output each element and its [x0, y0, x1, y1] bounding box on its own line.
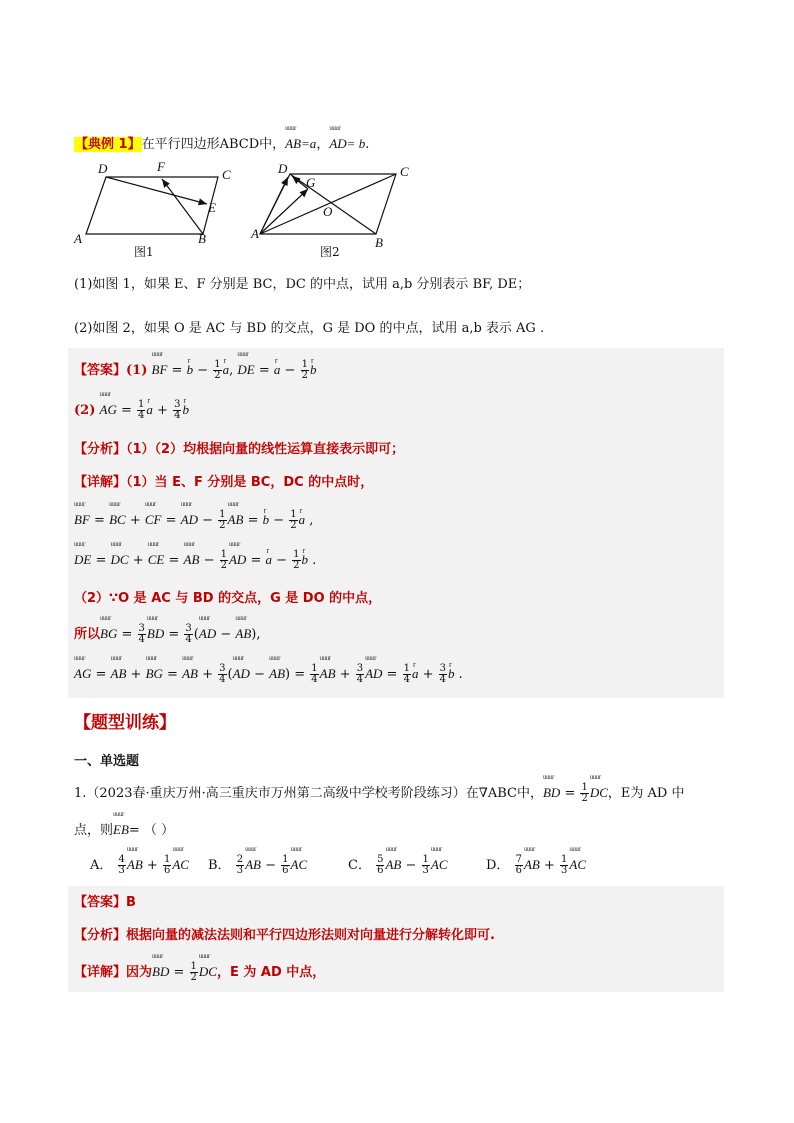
eq-b: = b	[346, 136, 366, 151]
diagonal-bd	[290, 174, 376, 234]
option-c-label: C．	[348, 858, 371, 873]
option-b-label: B．	[208, 858, 231, 873]
period: .	[365, 137, 370, 152]
analysis-2-text: 根据向量的减法法则和平行四边形法则对向量进行分解转化即可.	[126, 928, 495, 943]
part-2-marker: (2)	[74, 403, 96, 418]
answer-1-line1: 【答案】(1) uuur BF = r b − $\frac{1}{2}$ r a, uuur DE = r a − $\frac{1}{2}$ r b	[74, 360, 316, 381]
vector-de	[106, 177, 207, 204]
analysis-text: （1）（2）均根据向量的线性运算直接表示即可；	[126, 442, 405, 457]
problem-stem-c: 点，则	[74, 823, 114, 838]
label-d: D	[98, 161, 108, 176]
detail-text-1: （1）当 E、F 分别是 BC，DC 的中点时，	[126, 475, 374, 490]
answer-label: 【答案】	[74, 363, 127, 378]
label-a: A	[251, 226, 259, 241]
problem-stem-d: = （ ）	[128, 823, 175, 838]
problem-stem-b: ，E为 AD 中	[607, 786, 685, 801]
option-b[interactable]: B． $\frac{2}{3}$ uuur AB − $\frac{1}{6}$ uuur AC	[208, 855, 307, 876]
detail-1-eq3: 所以uuur BG = $\frac{3}{4}$ uuur BD = $\frac{3}{4}$ (uuur AD − uuur AB),	[74, 624, 261, 645]
label-e: E	[208, 200, 216, 215]
option-a[interactable]: A． $\frac{4}{3}$ uuur AB + $\frac{1}{6}$ uuur AC	[90, 855, 189, 876]
detail-1-eq4: uuur AG = uuur AB + uuur BG = uuur AB + $\frac{3}{4}$ (uuur AD − uuur AB) = $\frac{1}{4}$ uuur AB + $\frac{3}{4}$ uuur AD = $\frac{1}{4}$ r a + $\frac{3}{4}$ r b .	[74, 664, 463, 685]
question-2: (2)如图 2，如果 O 是 AC 与 BD 的交点，G 是 DO 的中点，试用 a,b 表示 AG .	[74, 321, 545, 336]
eq-a: =a	[301, 136, 317, 151]
answer-2-label: 【答案】	[74, 895, 127, 910]
problem-stem-a: 1.（2023春·重庆万州·高三重庆市万州第二高级中学校考阶段练习）在∇ABC中，	[74, 786, 543, 801]
analysis-2-label: 【分析】	[74, 928, 127, 943]
detail-2-label: 【详解】	[74, 965, 127, 980]
vector-bf	[162, 179, 203, 234]
answer-2-value: B	[126, 895, 136, 910]
detail-2-text-b: ，E 为 AD 中点，	[216, 965, 326, 980]
vector-ag-arrow	[260, 189, 308, 234]
detail-label: 【详解】	[74, 475, 127, 490]
problem-1-stem-2: 点，则uuur EB= （ ）	[74, 820, 174, 841]
comma: ，	[316, 137, 330, 152]
label-b: B	[375, 235, 383, 250]
example-intro	[74, 134, 369, 155]
label-b: B	[198, 231, 206, 246]
option-d-label: D．	[486, 858, 510, 873]
caption-fig2: 图2	[320, 245, 340, 259]
subsection-title: 一、单选题	[74, 754, 140, 769]
vector-ad: uuur AD	[329, 134, 346, 154]
detail-text-3: 所以	[74, 627, 101, 642]
option-a-label: A．	[90, 858, 113, 873]
section-title: 【题型训练】	[74, 713, 176, 733]
label-c: C	[400, 164, 409, 179]
detail-2-text-a: 因为	[126, 965, 153, 980]
figure-2	[248, 156, 428, 262]
option-c[interactable]: C． $\frac{5}{6}$ uuur AB − $\frac{1}{3}$ uuur AC	[348, 855, 448, 876]
example-tag: 【典例 1】	[75, 137, 141, 152]
example-intro-text: 在平行四边形ABCD中，	[141, 137, 286, 152]
vector-ad-arrow	[260, 177, 288, 234]
vector-ab: uuur AB	[285, 134, 301, 154]
analysis-2	[74, 926, 495, 946]
label-g: G	[306, 175, 316, 190]
label-d: D	[278, 161, 288, 176]
caption-fig1: 图1	[134, 245, 154, 259]
answer-2	[74, 893, 136, 913]
detail-1-part2	[74, 589, 381, 609]
option-d[interactable]: D． $\frac{7}{6}$ uuur AB + $\frac{1}{3}$ uuur AC	[486, 855, 586, 876]
detail-1-intro	[74, 473, 373, 493]
label-o: O	[323, 204, 333, 219]
analysis-1	[74, 440, 404, 460]
label-c: C	[222, 167, 231, 182]
parallelogram-abcd-1	[86, 177, 218, 234]
answer-1-line2: (2) uuur AG = $\frac{1}{4}$ r a + $\frac{3}{4}$ r b	[74, 400, 189, 421]
detail-1-eq2: uuur DE = uuur DC + uuur CE = uuur AB − $\frac{1}{2}$ uuur AD = r a − $\frac{1}{2}$ r b .	[74, 550, 316, 571]
question-1: (1)如图 1，如果 E、F 分别是 BC，DC 的中点，试用 a,b 分别表示 BF, DE；	[74, 277, 531, 292]
label-f: F	[157, 159, 165, 174]
analysis-label: 【分析】	[74, 442, 127, 457]
part-1-marker: (1)	[126, 363, 148, 378]
detail-1-eq1: uuur BF = uuur BC + uuur CF = uuur AD − $\frac{1}{2}$ uuur AB = r b − $\frac{1}{2}$ r a ,	[74, 510, 313, 531]
detail-text-2: （2）∵O 是 AC 与 BD 的交点，G 是 DO 的中点，	[74, 591, 382, 606]
figure-1	[70, 156, 250, 262]
detail-2: 【详解】因为uuur BD = $\frac{1}{2}$ uuur DC，E 为 AD 中点，	[74, 962, 325, 983]
label-a: A	[74, 231, 82, 246]
problem-1-stem: 1.（2023春·重庆万州·高三重庆市万州第二高级中学校考阶段练习）在∇ABC中，uuur BD = $\frac{1}{2}$ uuur DC，E为 AD 中	[74, 783, 685, 804]
